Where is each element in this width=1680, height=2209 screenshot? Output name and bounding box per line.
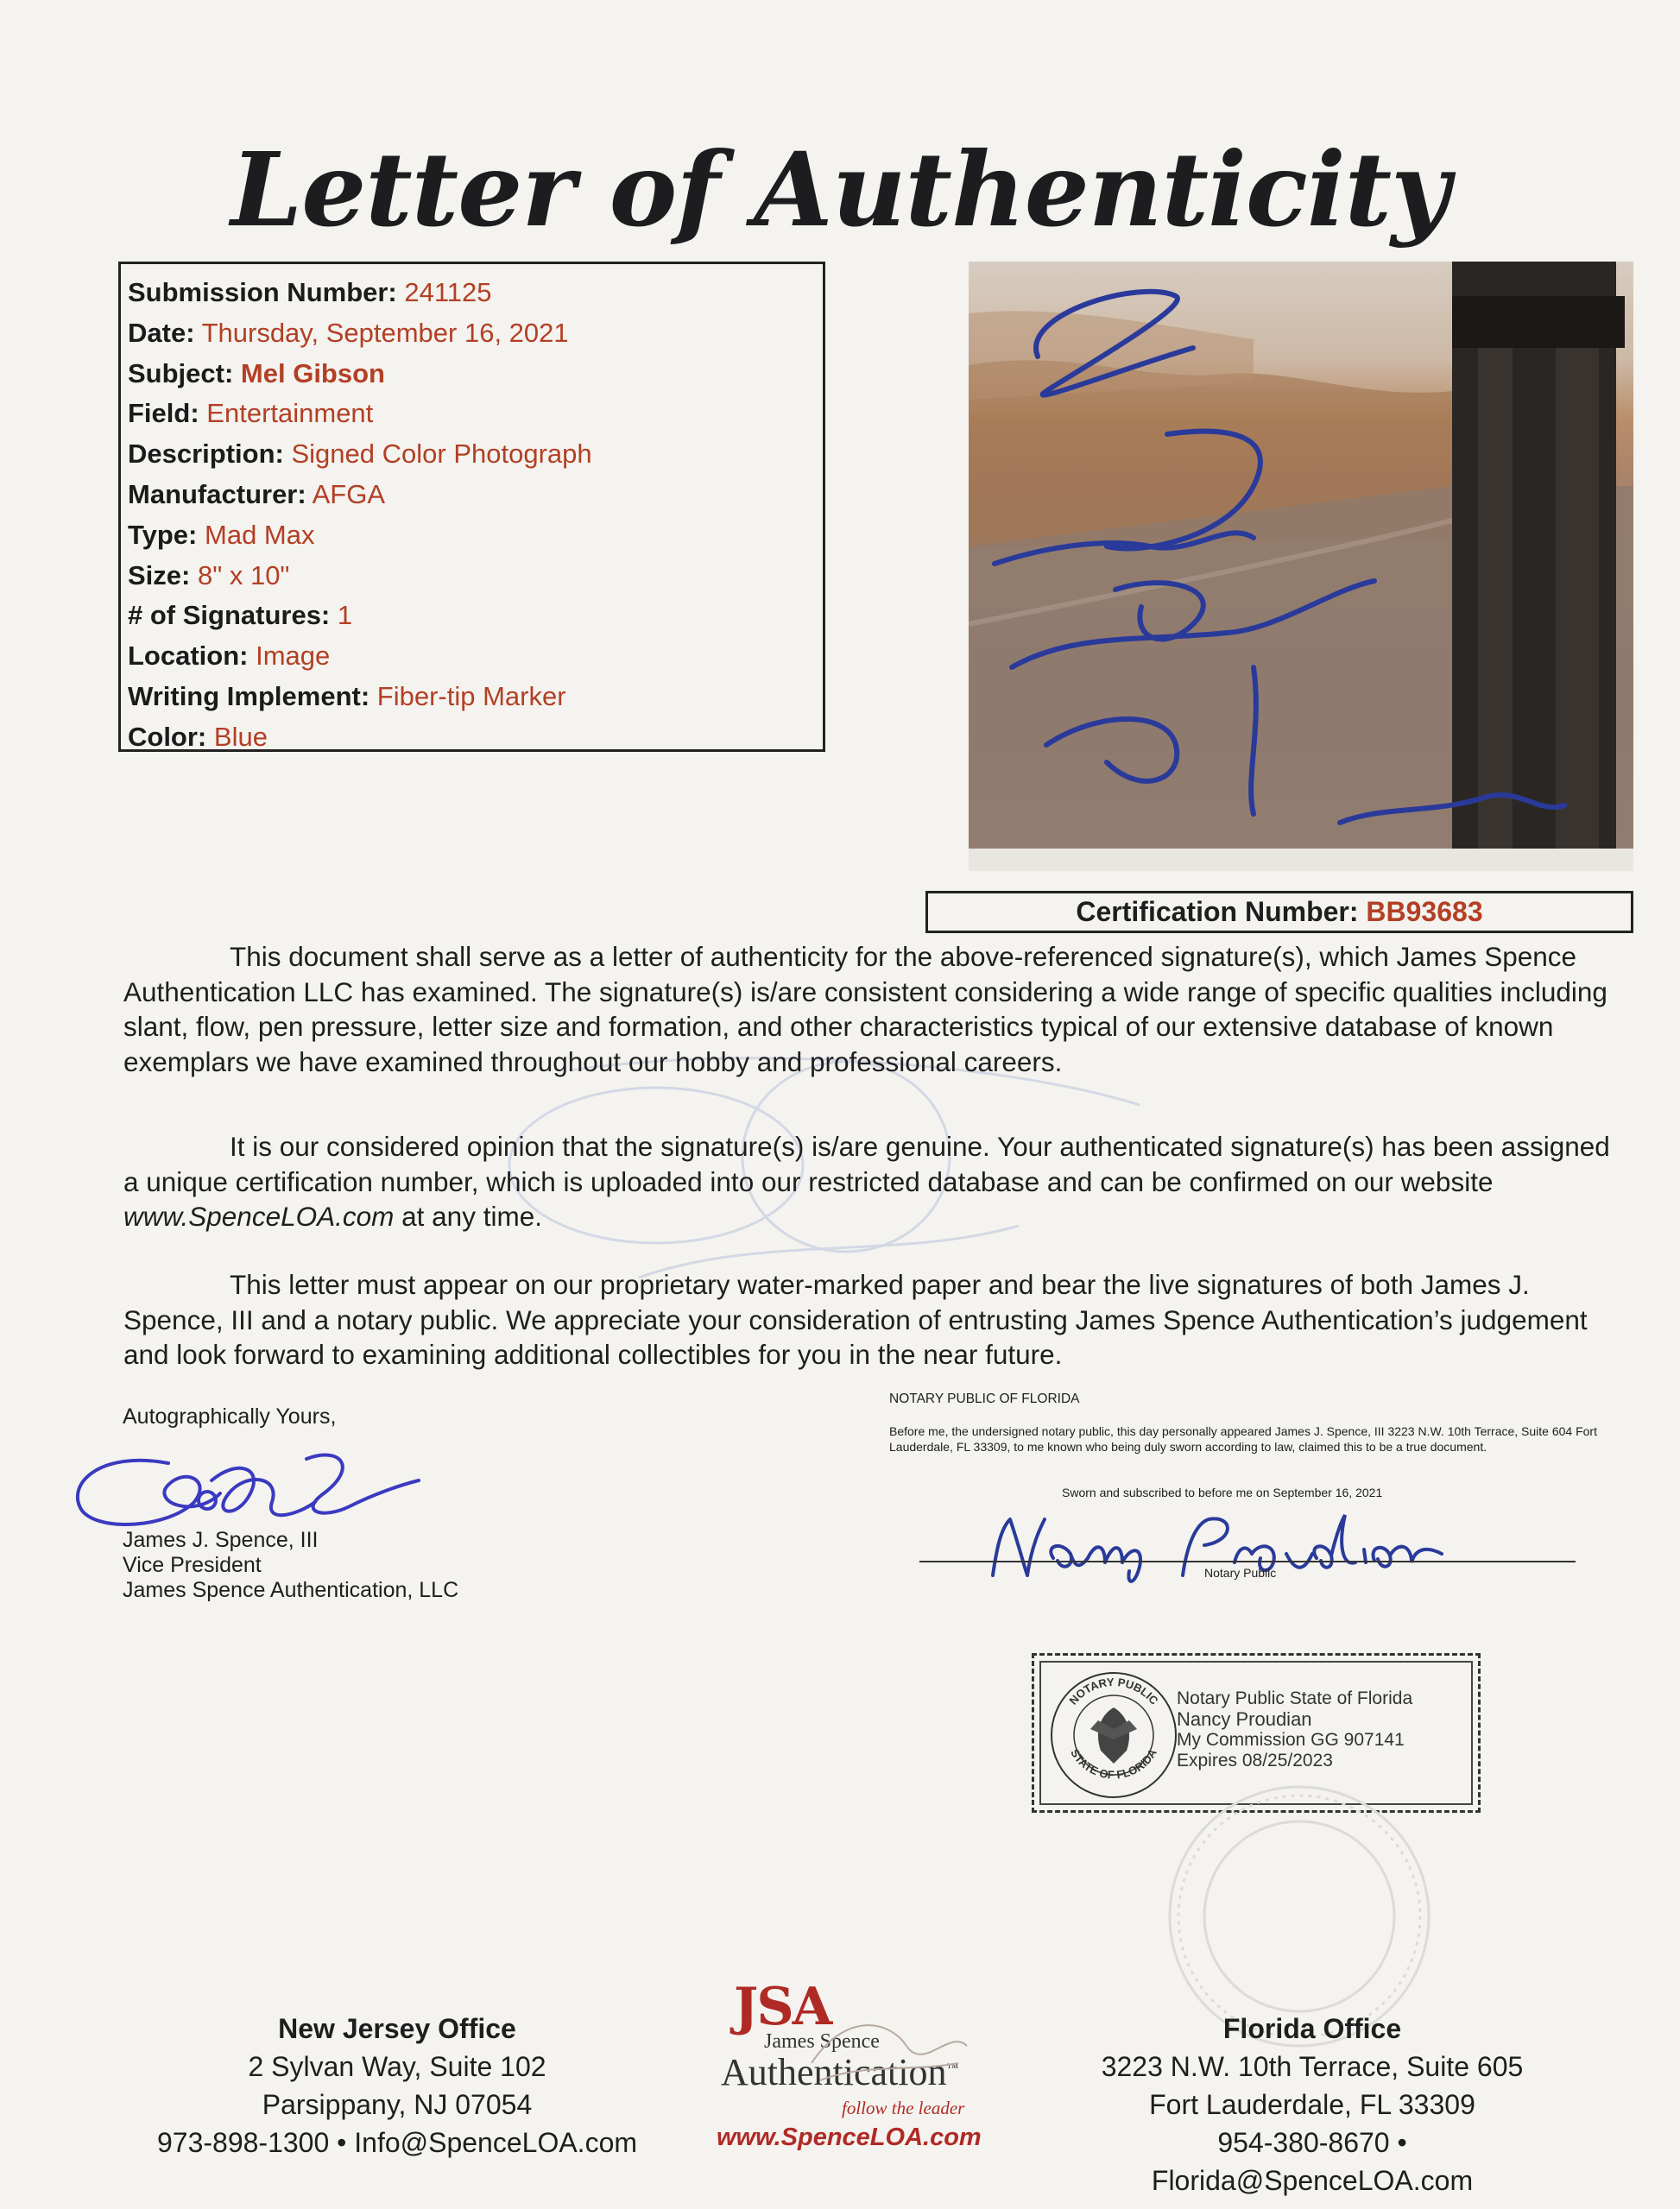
logo-url: www.SpenceLOA.com: [717, 2124, 982, 2151]
stamp-line-1: Notary Public State of Florida: [1177, 1688, 1413, 1708]
jsa-logo: [682, 1977, 1001, 2184]
info-label: Manufacturer:: [128, 478, 306, 509]
paragraph-1: [123, 939, 1630, 1079]
info-label: Size:: [128, 559, 191, 590]
info-row: [128, 394, 823, 434]
info-value: Entertainment: [206, 398, 374, 429]
logo-jsa: JSA: [734, 1977, 831, 2037]
fl-office-head: Florida Office: [1222, 2013, 1402, 2044]
info-label: Color:: [128, 721, 207, 752]
closing: Autographically Yours,: [123, 1404, 337, 1429]
info-row: [128, 515, 823, 556]
info-value: 8" x 10": [197, 559, 290, 590]
stamp-line-4: Expires 08/25/2023: [1177, 1751, 1333, 1770]
info-label: Writing Implement:: [128, 680, 370, 711]
seal-top-text: NOTARY PUBLIC: [1066, 1675, 1161, 1707]
info-box: [118, 262, 825, 752]
signer-role: Vice President: [123, 1553, 262, 1577]
info-value: Thursday, September 16, 2021: [201, 317, 569, 348]
signed-photo: [969, 262, 1633, 871]
info-label: Description:: [128, 439, 284, 470]
info-row: [128, 313, 823, 354]
nj-office-line-2: Parsippany, NJ 07054: [262, 2089, 533, 2120]
info-value: Fiber-tip Marker: [376, 680, 566, 711]
signer-company: James Spence Authentication, LLC: [123, 1578, 459, 1602]
paragraph-2-text: It is our considered opinion that the signature(s) is/are genuine. Your authenticated signature(s) has been assigned a unique certification number, which is uploaded into our restricted database and can be confirmed on our website: [123, 1131, 1610, 1197]
info-row: [128, 596, 823, 636]
info-value: Image: [256, 641, 331, 672]
logo-tagline: follow the leader: [842, 2098, 965, 2118]
stamp-line-2: Nancy Proudian: [1177, 1708, 1312, 1730]
fl-office: [1053, 2010, 1571, 2200]
paragraph-1-text: This document shall serve as a letter of authenticity for the above-referenced signature(s), which James Spence Authentication LLC has examined. The signature(s) is/are consistent considering a wide range of specific qualities including slant, flow, pen pressure, letter size and formation, and other characteristics typical of our extensive database of known exemplars we have examined throughout our hobby and professional careers.: [123, 941, 1607, 1077]
notary-sworn: Sworn and subscribed to before me on September 16, 2021: [1062, 1486, 1383, 1499]
info-label: Date:: [128, 317, 195, 348]
seal-bottom-text: STATE OF FLORIDA: [1068, 1746, 1159, 1782]
info-label: Subject:: [128, 357, 234, 388]
stamp-line-3: My Commission GG 907141: [1177, 1730, 1405, 1750]
paragraph-2: [123, 1129, 1630, 1234]
info-row: [128, 717, 823, 758]
info-row: [128, 434, 823, 475]
info-row: [128, 354, 823, 394]
info-label: Field:: [128, 398, 199, 429]
info-row: [128, 677, 823, 717]
info-row: [128, 273, 823, 313]
fl-office-line-3: 954-380-8670 • Florida@SpenceLOA.com: [1151, 2127, 1474, 2196]
paragraph-3-text: This letter must appear on our proprietary water-marked paper and bear the live signatures of both James J. Spence, III and a notary public. We appreciate your consideration of entrusting James Spence Authentication’s judgement and look forward to examining additional collectibles for you in the near future.: [123, 1269, 1588, 1370]
photo-art: [969, 262, 1633, 871]
info-value: Mel Gibson: [240, 357, 385, 388]
info-value: Signed Color Photograph: [291, 439, 592, 470]
certification-box: [925, 891, 1633, 933]
logo-auth-text: Authentication: [721, 2051, 947, 2093]
info-value: Mad Max: [205, 519, 315, 550]
notary-body: Before me, the undersigned notary public, this day personally appeared James J. Spence, III 3223 N.W. 10th Terrace, Suite 604 Fort Lauderdale, FL 33309, to me known who being duly sworn according to law, claimed this to be a true document.: [889, 1424, 1597, 1454]
notary-header: NOTARY PUBLIC OF FLORIDA: [889, 1392, 1080, 1406]
logo-tm: ™: [946, 2061, 959, 2075]
nj-office-line-1: 2 Sylvan Way, Suite 102: [248, 2051, 546, 2082]
website-link: www.SpenceLOA.com: [123, 1201, 395, 1232]
paragraph-3: [123, 1267, 1630, 1373]
page-title: Letter of Authenticity: [231, 129, 1449, 249]
info-row: [128, 475, 823, 515]
info-label: Submission Number:: [128, 277, 397, 307]
signer-info: [123, 1528, 458, 1603]
info-row: [128, 556, 823, 596]
stamp-text: [1177, 1688, 1412, 1771]
certification-number: BB93683: [1366, 896, 1483, 927]
info-label: Type:: [128, 519, 198, 550]
info-row: [128, 636, 823, 677]
info-label: # of Signatures:: [128, 600, 331, 631]
certification-label: Certification Number:: [1076, 896, 1359, 927]
logo-name: James Spence: [764, 2030, 880, 2053]
nj-office: [138, 2010, 656, 2162]
info-value: 241125: [404, 277, 492, 307]
notary-line-label: Notary Public: [1204, 1566, 1277, 1580]
signer-name: James J. Spence, III: [123, 1528, 319, 1552]
svg-text:NOTARY PUBLIC: [1066, 1676, 1161, 1707]
nj-office-head: New Jersey Office: [278, 2013, 516, 2044]
notary-signature-line: [919, 1561, 1576, 1562]
paragraph-2-end: at any time.: [394, 1201, 542, 1232]
info-value: AFGA: [312, 478, 386, 509]
info-value: Blue: [213, 721, 268, 752]
fl-office-line-1: 3223 N.W. 10th Terrace, Suite 605: [1101, 2051, 1524, 2082]
info-label: Location:: [128, 641, 249, 672]
logo-signature-icon: [803, 1994, 976, 2106]
fl-office-line-2: Fort Lauderdale, FL 33309: [1149, 2089, 1475, 2120]
nj-office-line-3: 973-898-1300 • Info@SpenceLOA.com: [156, 2127, 638, 2158]
info-value: 1: [337, 600, 353, 631]
